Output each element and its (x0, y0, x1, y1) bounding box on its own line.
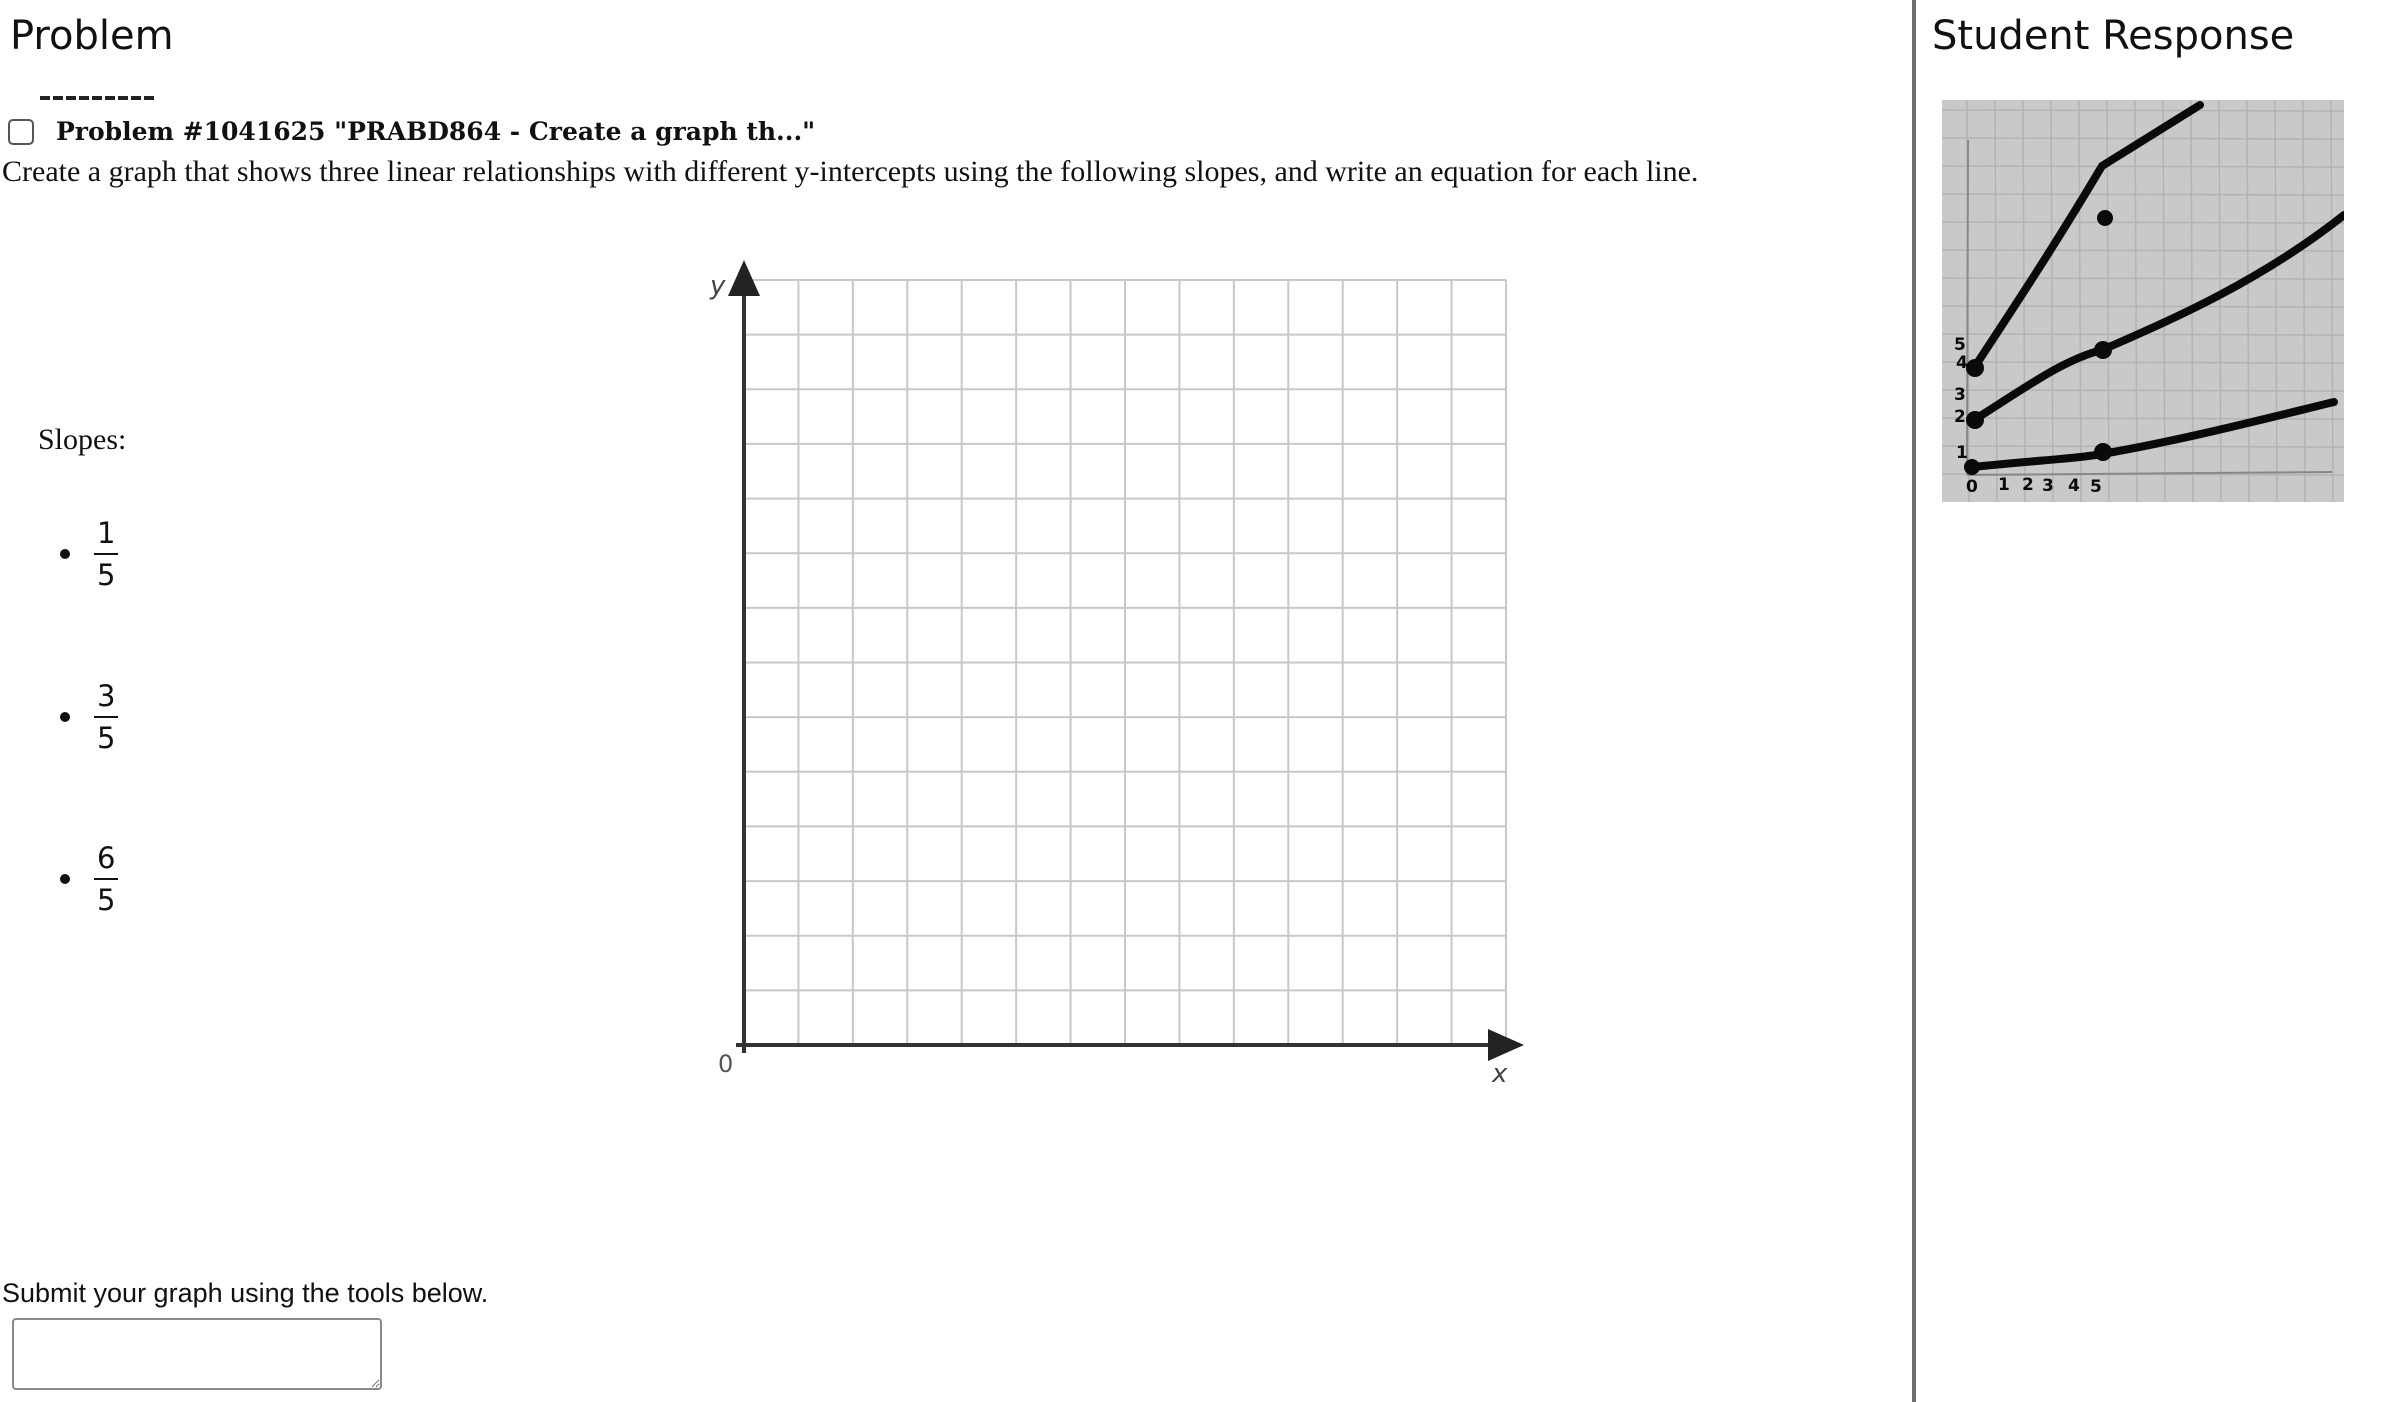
handwritten-x-label: 2 (2022, 475, 2034, 495)
problem-statement: Create a graph that shows three linear relationships with different y-intercepts using the following slopes, and write an equation for each line. (2, 155, 1699, 188)
slopes-label: Slopes: (38, 423, 127, 456)
student-response-image (1942, 100, 2344, 502)
problem-pane-title: Problem (10, 13, 174, 59)
handwritten-x-label: 4 (2068, 476, 2080, 496)
handwritten-grid-line (1942, 250, 2344, 251)
handwritten-grid-line (1942, 306, 2344, 307)
fraction-denominator: 5 (97, 558, 116, 593)
handwritten-x-label: 0 (1966, 477, 1978, 497)
handwritten-grid-line (1942, 166, 2344, 167)
submit-instructions: Submit your graph using the tools below. (2, 1278, 489, 1308)
fraction-denominator: 5 (97, 883, 116, 918)
handwritten-y-label: 2 (1954, 407, 1966, 427)
y-axis-label: y (710, 271, 726, 301)
x-axis-label: x (1492, 1059, 1508, 1089)
handwritten-point (2094, 341, 2112, 359)
student-response-pane (1916, 0, 2406, 1402)
handwritten-point (1966, 411, 1984, 429)
handwritten-y-label: 4 (1956, 353, 1968, 373)
handwritten-point (1966, 359, 1984, 377)
handwritten-y-label: 5 (1954, 335, 1966, 355)
answer-textarea[interactable] (12, 1318, 382, 1390)
fraction-numerator: 6 (97, 841, 116, 875)
handwritten-grid-line (1942, 194, 2344, 195)
handwritten-grid-line (1942, 278, 2344, 279)
handwritten-y-label: 1 (1956, 443, 1968, 463)
handwritten-point (2094, 443, 2112, 461)
handwritten-point (2097, 210, 2113, 226)
handwritten-x-label: 5 (2090, 477, 2102, 497)
handwritten-grid-line (1942, 110, 2344, 111)
student-response-title: Student Response (1932, 13, 2295, 59)
handwritten-grid-line (1942, 362, 2344, 363)
paper-background (1942, 100, 2344, 502)
fraction-denominator: 5 (97, 721, 116, 756)
grid-lines (744, 280, 1506, 1045)
handwritten-grid-line (1942, 222, 2344, 223)
handwritten-y-label: 3 (1954, 385, 1966, 405)
fraction-numerator: 3 (97, 679, 116, 713)
fraction-numerator: 1 (97, 516, 116, 550)
problem-heading: Problem #1041625 "PRABD864 - Create a graph th..." (56, 117, 816, 146)
handwritten-grid-line (1942, 390, 2344, 391)
handwritten-x-label: 1 (1998, 475, 2010, 495)
handwritten-x-label: 3 (2042, 476, 2054, 496)
origin-label: 0 (718, 1050, 734, 1078)
